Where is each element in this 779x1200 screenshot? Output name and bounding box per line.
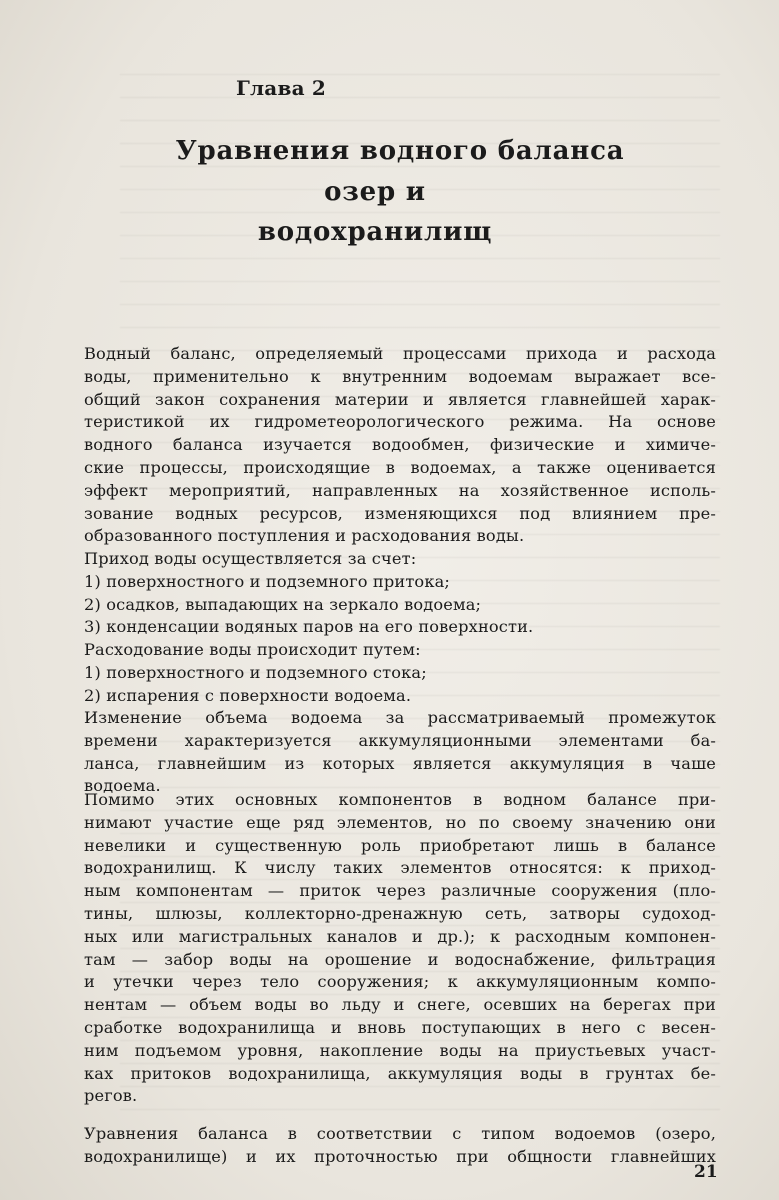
text-line: тины, шлюзы, коллекторно-дренажную сеть, затворы судоход- [84,903,716,923]
text-line: теристикой их гидрометеорологического режима. На основе [84,412,716,432]
income-intro: Приход воды осуществляется за счет: [84,549,417,568]
text-line: общий закон сохранения материи и является главнейшей харак- [84,389,716,409]
chapter-label: Глава 2 [236,76,327,100]
page-number: 21 [694,1162,718,1182]
chapter-title-line-2: озер и водохранилищ [257,177,493,247]
outgo-intro: Расходование воды происходит путем: [84,640,421,659]
text-line: образованного поступления и расходования воды. [84,526,525,546]
text-line: ним подъемом уровня, накопление воды на приустьевых участ- [84,1040,716,1060]
text-line: ным компонентам — приток через различные сооружения (пло- [84,881,716,901]
text-line: ных или магистральных каналов и др.); к расходным компонен- [84,926,716,946]
text-line: сработке водохранилища и вновь поступающих в него с весен- [84,1017,716,1037]
text-line: нимают участие еще ряд элементов, но по своему значению они [84,812,716,832]
outgo-item: 1) поверхностного и подземного стока; [84,662,427,682]
text-line: времени характеризуется аккумуляционными элементами ба- [84,730,716,750]
outgo-item: 2) испарения с поверхности водоема. [84,685,412,705]
text-line: Водный баланс, определяемый процессами прихода и расхода [84,344,716,363]
text-line: ланса, главнейшим из которых является аккумуляция в чаше [84,753,716,773]
text-line: зование водных ресурсов, изменяющихся под влиянием пре- [84,503,716,523]
components-paragraph [84,789,716,1108]
intro-paragraph [84,343,716,548]
income-item: 1) поверхностного и подземного притока; [84,571,450,591]
income-item: 3) конденсации водяных паров на его поверхности. [84,617,534,637]
outgo-section [84,639,716,707]
text-line: водоема. [84,776,161,796]
text-line: Уравнения баланса в соответствии с типом водоемов (озеро, [84,1124,716,1143]
text-line: регов. [84,1086,138,1106]
income-section [84,548,716,639]
text-line: и утечки через тело сооружения; к аккумуляционным компо- [84,972,716,992]
text-line: Помимо этих основных компонентов в водном балансе при- [84,790,716,809]
chapter-title-line-1: Уравнения водного баланса [175,136,625,166]
text-line: там — забор воды на орошение и водоснабжение, фильтрация [84,949,716,969]
text-line: эффект мероприятий, направленных на хозяйственное исполь- [84,480,716,500]
text-line: водохранилище) и их проточностью при общности главнейших [84,1146,716,1166]
text-line: водного баланса изучается водообмен, физические и химиче- [84,435,716,455]
text-line: Изменение объема водоема за рассматриваемый промежуток [84,708,716,727]
volume-paragraph [84,707,716,798]
text-line: нентам — объем воды во льду и снеге, осевших на берегах при [84,995,716,1015]
equations-paragraph [84,1123,716,1169]
text-line: невелики и существенную роль приобретают лишь в балансе [84,835,716,855]
text-line: ские процессы, происходящие в водоемах, а также оценивается [84,457,716,477]
text-line: ках притоков водохранилища, аккумуляция воды в грунтах бе- [84,1063,716,1083]
text-line: водохранилищ. К числу таких элементов относятся: к приход- [84,858,716,878]
text-line: воды, применительно к внутренним водоемам выражает все- [84,366,716,386]
income-item: 2) осадков, выпадающих на зеркало водоема; [84,594,482,614]
